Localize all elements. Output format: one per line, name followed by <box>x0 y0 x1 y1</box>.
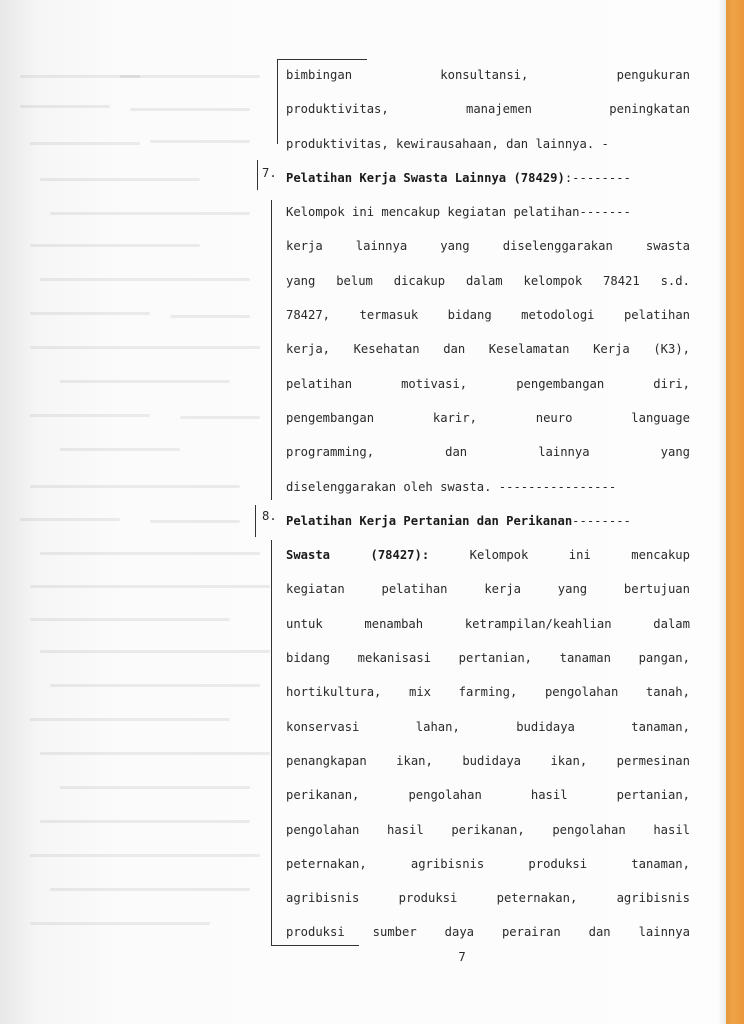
word: produksi <box>528 856 588 871</box>
ghost-stroke <box>30 854 260 857</box>
word: yang <box>660 445 690 460</box>
intro-line <box>286 58 690 92</box>
word: kerja <box>286 239 323 254</box>
word: permesinan <box>616 753 690 768</box>
word: produksi <box>286 925 345 940</box>
word: kelompok <box>523 273 583 288</box>
section-7-line <box>286 298 690 332</box>
bleed-through-text <box>0 0 270 1024</box>
word: Kelompok <box>469 548 529 563</box>
ghost-stroke <box>50 212 250 215</box>
word: lahan, <box>415 719 460 734</box>
word: yang <box>440 239 470 254</box>
ghost-stroke <box>150 520 240 523</box>
word: manajemen <box>465 102 533 117</box>
word: Kerja <box>593 342 630 357</box>
word: yang <box>286 273 316 288</box>
margin-rule-section7-tick <box>257 160 258 190</box>
word: hasil <box>653 822 690 837</box>
ghost-stroke <box>50 888 250 891</box>
word: pelatihan <box>623 308 690 323</box>
word: agribisnis <box>286 891 360 906</box>
word: mencakup <box>631 548 690 563</box>
word: kerja, <box>286 342 331 357</box>
word: agribisnis <box>410 856 485 871</box>
word: Keselamatan <box>488 342 570 357</box>
section-7-line <box>286 367 690 401</box>
section-7-heading: Pelatihan Kerja Swasta Lainnya (78429) <box>286 170 565 185</box>
word: bidang <box>286 651 331 666</box>
ghost-stroke <box>30 618 230 621</box>
ghost-stroke <box>170 315 250 318</box>
word: bimbingan <box>286 68 353 82</box>
ghost-stroke <box>30 485 240 488</box>
intro-line: produktivitas, kewirausahaan, dan lainnya. - <box>286 136 609 151</box>
ghost-stroke <box>30 312 150 315</box>
word: pengolahan <box>552 822 626 837</box>
ghost-stroke <box>30 142 140 145</box>
section-7-line <box>286 264 690 298</box>
ghost-stroke <box>30 922 210 925</box>
word: metodologi <box>521 308 595 323</box>
word: hasil <box>387 822 424 837</box>
word: tanaman, <box>631 719 690 734</box>
word: lainnya <box>638 925 690 940</box>
page-number: 7 <box>458 950 466 964</box>
ghost-stroke <box>60 448 180 451</box>
section-8-line <box>286 813 690 847</box>
margin-rule-section8-tick <box>255 505 256 537</box>
word: dicakup <box>393 273 446 288</box>
word: dalam <box>653 616 690 631</box>
ghost-stroke <box>30 244 200 247</box>
word: agribisnis <box>616 891 690 906</box>
word: tanaman, <box>631 856 690 871</box>
word: sumber <box>372 925 417 940</box>
section-8-heading-swasta: Swasta <box>286 548 331 563</box>
ghost-stroke <box>120 75 260 78</box>
word: karir, <box>432 410 477 425</box>
word: dalam <box>465 273 503 288</box>
margin-rule-top <box>277 59 278 144</box>
word: pengembangan <box>286 410 375 425</box>
word: motivasi, <box>401 376 468 391</box>
section-8-line <box>286 847 690 881</box>
ghost-stroke <box>40 752 270 755</box>
section-8-line <box>286 744 690 778</box>
word: pengukuran <box>616 68 690 82</box>
word: ketrampilan/keahlian <box>464 616 612 631</box>
ghost-stroke <box>60 786 250 789</box>
word: diselenggarakan <box>502 239 613 254</box>
word: produksi <box>398 891 458 906</box>
word: lainnya <box>538 445 590 460</box>
word: tanaman <box>559 651 611 666</box>
ghost-stroke <box>30 585 270 588</box>
word: termasuk <box>359 308 419 323</box>
ghost-stroke <box>180 416 260 419</box>
word: dan <box>445 445 468 460</box>
section-7-line: Kelompok ini mencakup kegiatan pelatihan------- <box>286 205 631 220</box>
word: perikanan, <box>286 788 360 803</box>
section-8-heading-suffix: -------- <box>572 513 631 528</box>
word: pengolahan <box>408 788 482 803</box>
section-8-line <box>286 915 690 949</box>
word: peningkatan <box>609 102 690 117</box>
ghost-stroke <box>40 552 260 555</box>
word: belum <box>336 273 373 288</box>
section-8-title-continued <box>286 538 690 572</box>
section-7-line <box>286 229 690 263</box>
word: pertanian, <box>458 651 532 666</box>
word: budidaya <box>462 753 522 768</box>
word: pengolahan <box>544 685 619 700</box>
word: perairan <box>501 925 561 940</box>
word: budidaya <box>516 719 575 734</box>
word: language <box>631 410 690 425</box>
section-8-line <box>286 675 690 709</box>
word: dan <box>588 925 611 940</box>
ghost-stroke <box>30 718 230 721</box>
word: 78421 <box>603 273 640 288</box>
section-8-number: 8. <box>262 509 277 523</box>
word: penangkapan <box>286 753 367 768</box>
page-edge-shadow <box>718 0 726 1024</box>
section-7-heading-suffix: :-------- <box>564 170 631 185</box>
word: menambah <box>364 616 424 631</box>
word: perikanan, <box>451 822 525 837</box>
ghost-stroke <box>60 380 230 383</box>
margin-rule-middle <box>271 200 272 500</box>
word: yang <box>557 582 588 597</box>
word: peternakan, <box>496 891 578 906</box>
word: lainnya <box>355 239 408 254</box>
ghost-stroke <box>150 140 250 143</box>
word: konsultansi, <box>440 68 529 82</box>
ghost-stroke <box>30 346 260 349</box>
word: hortikultura, <box>286 685 382 700</box>
ghost-stroke <box>20 518 120 521</box>
word: bertujuan <box>623 582 690 597</box>
word: pelatihan <box>381 582 448 597</box>
word: mekanisasi <box>357 651 432 666</box>
section-8-line <box>286 572 690 606</box>
section-7-line <box>286 332 690 366</box>
section-7-number: 7. <box>262 166 277 180</box>
ghost-stroke <box>40 820 250 823</box>
word: produktivitas, <box>286 102 389 117</box>
section-7-line <box>286 401 690 435</box>
word: daya <box>444 925 474 940</box>
margin-rule-bottom <box>271 540 272 945</box>
section-7-line <box>286 435 690 469</box>
word: (K3), <box>653 342 690 357</box>
section-8-heading: Pelatihan Kerja Pertanian dan Perikanan <box>286 513 573 528</box>
word: 78427, <box>286 308 331 323</box>
word: kegiatan <box>286 582 345 597</box>
ghost-stroke <box>40 278 250 281</box>
section-8-line <box>286 710 690 744</box>
section-8-line <box>286 881 690 915</box>
ghost-stroke <box>40 178 200 181</box>
word: programming, <box>286 445 375 460</box>
section-8-code: (78427): <box>370 548 430 563</box>
word: ini <box>568 548 591 563</box>
ghost-stroke <box>40 650 270 653</box>
word: dan <box>443 342 466 357</box>
ghost-stroke <box>20 75 140 78</box>
word: Kesehatan <box>353 342 420 357</box>
word: s.d. <box>660 273 690 288</box>
word: farming, <box>458 685 518 700</box>
word: pangan, <box>638 651 690 666</box>
section-7-title <box>286 161 690 195</box>
word: swasta <box>645 239 690 254</box>
word: hasil <box>530 788 568 803</box>
word: mix <box>409 685 432 700</box>
word: untuk <box>286 616 323 631</box>
section-8-line <box>286 607 690 641</box>
word: ikan, <box>550 753 588 768</box>
word: diri, <box>653 376 690 391</box>
section-8-title <box>286 504 690 538</box>
section-7-line: diselenggarakan oleh swasta. ---------------- <box>286 479 617 494</box>
word: peternakan, <box>286 856 367 871</box>
ghost-stroke <box>50 684 260 687</box>
word: kerja <box>484 582 521 597</box>
ghost-stroke <box>30 414 150 417</box>
ghost-stroke <box>130 108 250 111</box>
orange-binding-strip <box>726 0 744 1024</box>
word: konservasi <box>286 719 360 734</box>
section-8-line <box>286 778 690 812</box>
word: pelatihan <box>286 376 353 391</box>
word: pengembangan <box>516 376 605 391</box>
word: ikan, <box>396 753 433 768</box>
word: pertanian, <box>616 788 690 803</box>
ghost-stroke <box>20 105 110 108</box>
word: neuro <box>535 410 573 425</box>
document-body <box>286 58 690 950</box>
section-8-line <box>286 641 690 675</box>
intro-line <box>286 92 690 126</box>
word: bidang <box>447 308 492 323</box>
word: pengolahan <box>286 822 360 837</box>
word: tanah, <box>645 685 690 700</box>
